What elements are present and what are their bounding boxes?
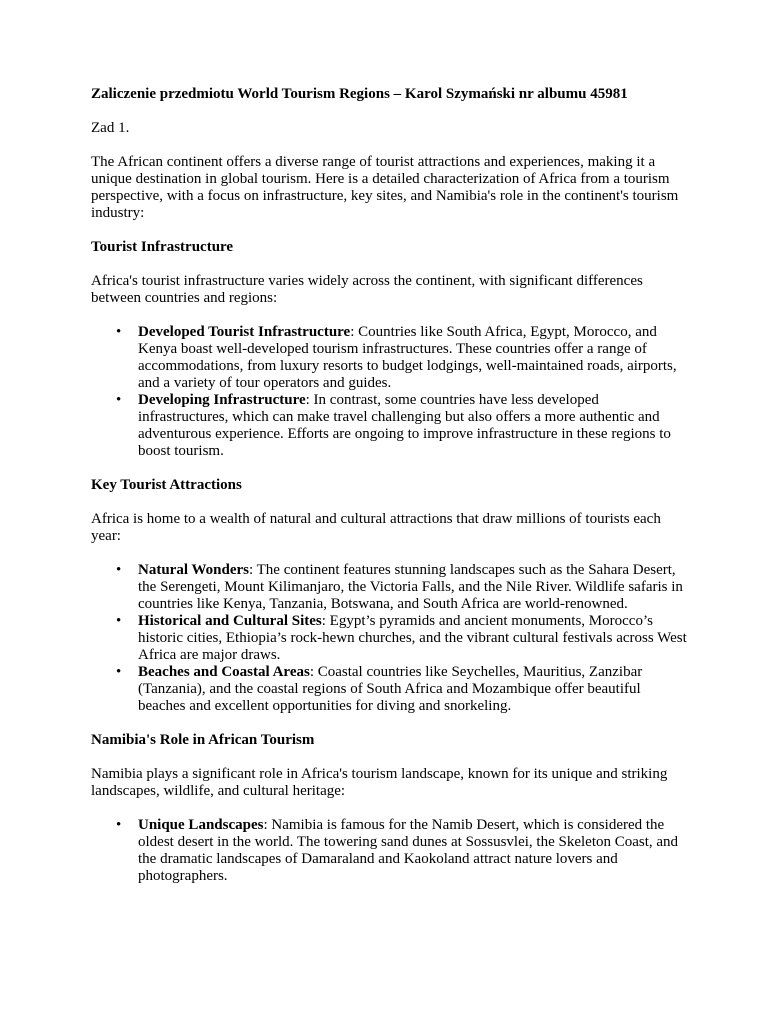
list-item (116, 562, 691, 613)
list-item-term: Developing Infrastructure (138, 392, 306, 408)
list-item-text: : The continent features stunning landscapes such as the Sahara Desert, the Serengeti, Mount Kilimanjaro, the Victoria Falls, and the Nile River. Wildlife safaris in countries like Kenya, Tanzania, Botswana, and South Africa are world-renowned. (138, 562, 683, 612)
section-heading-namibia: Namibia's Role in African Tourism (91, 732, 315, 748)
bullet-icon: • (116, 324, 122, 340)
bullet-list-namibia (91, 817, 691, 885)
document-title: Zaliczenie przedmiotu World Tourism Regions – Karol Szymański nr albumu 45981 (91, 86, 628, 102)
section-paragraph-namibia: Namibia plays a significant role in Africa's tourism landscape, known for its unique and striking landscapes, wildlife, and cultural heritage: (91, 766, 668, 799)
bullet-icon: • (116, 613, 122, 629)
document-page (91, 86, 691, 902)
section-paragraph-infrastructure: Africa's tourist infrastructure varies widely across the continent, with significant differences between countries and regions: (91, 273, 643, 306)
list-item-term: Developed Tourist Infrastructure (138, 324, 351, 340)
list-item-term: Natural Wonders (138, 562, 249, 578)
bullet-icon: • (116, 817, 122, 833)
section-paragraph-attractions: Africa is home to a wealth of natural and cultural attractions that draw millions of tourists each year: (91, 511, 661, 544)
bullet-list-attractions (91, 562, 691, 715)
section-heading-attractions: Key Tourist Attractions (91, 477, 242, 493)
bullet-icon: • (116, 392, 122, 408)
list-item-text: : In contrast, some countries have less developed infrastructures, which can make travel challenging but also offers a more authentic and adventurous experience. Efforts are ongoing to improve infrastructure in these regions to boost tourism. (138, 392, 671, 459)
list-item-text: : Egypt’s pyramids and ancient monuments, Morocco’s historic cities, Ethiopia’s rock-hewn churches, and the vibrant cultural festivals across West Africa are major draws. (138, 613, 687, 663)
list-item (116, 324, 691, 392)
list-item-term: Beaches and Coastal Areas (138, 664, 310, 680)
intro-paragraph: The African continent offers a diverse range of tourist attractions and experiences, making it a unique destination in global tourism. Here is a detailed characterization of Africa from a tourism perspective, with a focus on infrastructure, key sites, and Namibia's role in the continent's tourism industry: (91, 154, 679, 221)
list-item-term: Unique Landscapes (138, 817, 264, 833)
bullet-list-infrastructure (91, 324, 691, 460)
list-item-text: : Countries like South Africa, Egypt, Morocco, and Kenya boast well-developed tourism infrastructures. These countries offer a range of accommodations, from luxury resorts to budget lodgings, well-maintained roads, airports, and a variety of tour operators and guides. (138, 324, 677, 391)
list-item-text: : Coastal countries like Seychelles, Mauritius, Zanzibar (Tanzania), and the coastal regions of South Africa and Mozambique offer beautiful beaches and excellent opportunities for diving and snorkeling. (138, 664, 643, 714)
bullet-icon: • (116, 664, 122, 680)
task-label: Zad 1. (91, 120, 130, 136)
list-item-text: : Namibia is famous for the Namib Desert, which is considered the oldest desert in the world. The towering sand dunes at Sossusvlei, the Skeleton Coast, and the dramatic landscapes of Damaraland and Kaokoland attract nature lovers and photographers. (138, 817, 679, 884)
list-item (116, 392, 691, 460)
list-item-term: Historical and Cultural Sites (138, 613, 322, 629)
list-item (116, 817, 691, 885)
bullet-icon: • (116, 562, 122, 578)
section-heading-infrastructure: Tourist Infrastructure (91, 239, 234, 255)
list-item (116, 613, 691, 664)
list-item (116, 664, 691, 715)
